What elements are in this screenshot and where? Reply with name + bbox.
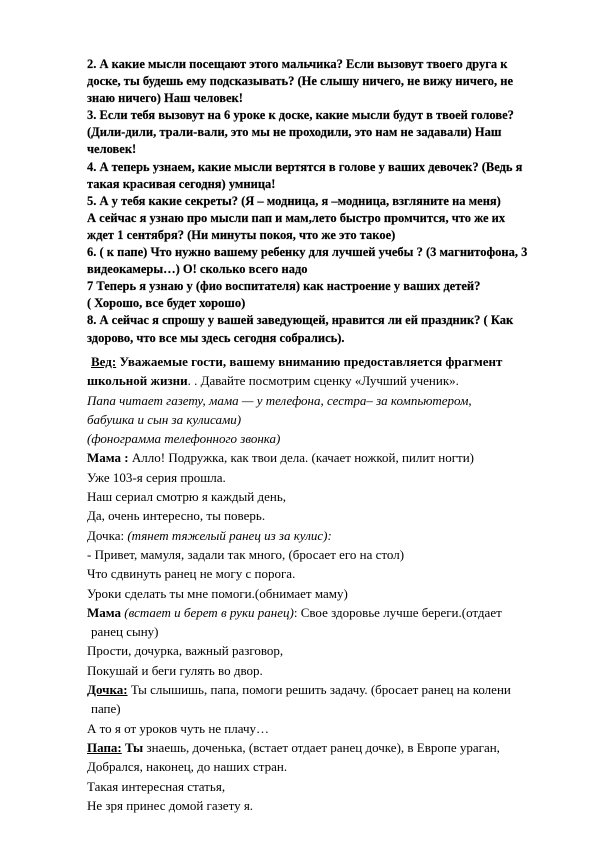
presenter-text: . . Давайте посмотрим сценку «Лучший ученик». [187, 373, 459, 389]
stage-direction: Папа читает газету, мама — у телефона, сестра– за компьютером, [87, 392, 472, 408]
text-line: ( Хорошо, все будет хорошо) [87, 296, 246, 311]
text-line: человек! [87, 142, 137, 157]
dialogue-line: Добрался, наконец, до наших стран. [87, 759, 288, 775]
dialogue-text: : Свое здоровье лучше береги.(отдает [293, 604, 502, 620]
text-line: (Дили-дили, трали-вали, это мы не проходили, это нам не задавали) Наш [87, 125, 502, 140]
text-line: А сейчас я узнаю про мысли пап и мам,лето быстро промчится, что же их [87, 210, 506, 225]
text-line: 5. А у тебя какие секреты? (Я – модница, я –модница, взгляните на меня) [87, 193, 501, 208]
text-line: знаю ничего) Наш человек! [87, 91, 243, 106]
speaker-label: Дочка: [87, 682, 128, 698]
dialogue-line: ранец сыну) [91, 624, 159, 640]
text-line: доске, ты будешь ему подсказывать? (Не слышу ничего, не вижу ничего, не [87, 74, 514, 89]
dialogue-line: Да, очень интересно, ты поверь. [87, 508, 266, 524]
dialogue-text: Ты [121, 739, 144, 755]
dialogue-text: знаешь, доченька, (встает отдает ранец дочке), в Европе ураган, [143, 739, 500, 755]
presenter-line-2 [87, 371, 535, 390]
dialogue-line: А то я от уроков чуть не плачу… [87, 720, 270, 736]
presenter-text: школьной жизни [87, 373, 188, 389]
text-line: 7 Теперь я узнаю у (фио воспитателя) как настроение у ваших детей? [87, 279, 481, 294]
text-line: ждет 1 сентября? (Ни минуты покоя, что же это такое) [87, 227, 396, 242]
stage-direction: (фонограмма телефонного звонка) [87, 431, 281, 447]
text-line: видеокамеры…) О! сколько всего надо [87, 262, 308, 277]
dialogue-line: Такая интересная статья, [87, 778, 226, 794]
dialogue-line: Что сдвинуть ранец не могу с порога. [87, 566, 296, 582]
mama-line [87, 448, 535, 467]
text-line: здорово, что все мы здесь сегодня собрались). [87, 330, 345, 345]
presenter-label: Вед: [91, 354, 117, 369]
dochka-line-2 [87, 680, 535, 699]
speaker-label: Дочка: [87, 527, 128, 543]
dialogue-line: Покушай и беги гулять во двор. [87, 662, 263, 678]
dialogue-line: Не зря принес домой газету я. [87, 797, 254, 813]
speaker-label: Мама : [87, 450, 129, 466]
dialogue-line: Наш сериал смотрю я каждый день, [87, 489, 286, 505]
speaker-label: Папа: [87, 739, 122, 755]
scene-block [87, 352, 535, 815]
papa-line [87, 738, 535, 757]
presenter-text: Уважаемые гости, вашему вниманию предоставляется фрагмент [116, 354, 503, 369]
dialogue-text: Ты слышишь, папа, помоги решить задачу. (бросает ранец на колени [127, 682, 511, 698]
mama-line-2 [87, 603, 535, 622]
text-line: 4. А теперь узнаем, какие мысли вертятся в голове у ваших девочек? (Ведь я [87, 159, 523, 174]
dialogue-line: Прости, дочурка, важный разговор, [87, 643, 284, 659]
dialogue-line: - Привет, мамуля, задали так много, (бросает его на стол) [87, 546, 405, 562]
text-line: такая красивая сегодня) умница! [87, 176, 276, 191]
dialogue-line: Уроки сделать ты мне помоги.(обнимает маму) [87, 585, 348, 601]
text-line: 6. ( к папе) Что нужно вашему ребенку для лучшей учебы ? (3 магнитофона, 3 [87, 245, 528, 260]
stage-direction: бабушка и сын за кулисами) [87, 411, 242, 427]
dialogue-text: Алло! Подружка, как твои дела. (качает ножкой, пилит ногти) [128, 450, 474, 466]
dialogue-line: Уже 103-я серия прошла. [87, 469, 226, 485]
questions-block [87, 56, 535, 347]
text-line: 8. А сейчас я спрошу у вашей заведующей, нравится ли ей праздник? ( Как [87, 313, 514, 328]
presenter-line [87, 352, 535, 371]
text-line: 2. А какие мысли посещают этого мальчика? Если вызовут твоего друга к [87, 57, 508, 71]
dialogue-line: папе) [91, 701, 121, 717]
stage-direction: (тянет тяжелый ранец из за кулис): [127, 527, 332, 543]
speaker-label: Мама [87, 604, 122, 620]
stage-direction: (встает и берет в руки ранец) [121, 604, 294, 620]
dochka-line [87, 526, 535, 545]
text-line: 3. Если тебя вызовут на 6 уроке к доске, какие мысли будут в твоей голове? [87, 108, 514, 123]
